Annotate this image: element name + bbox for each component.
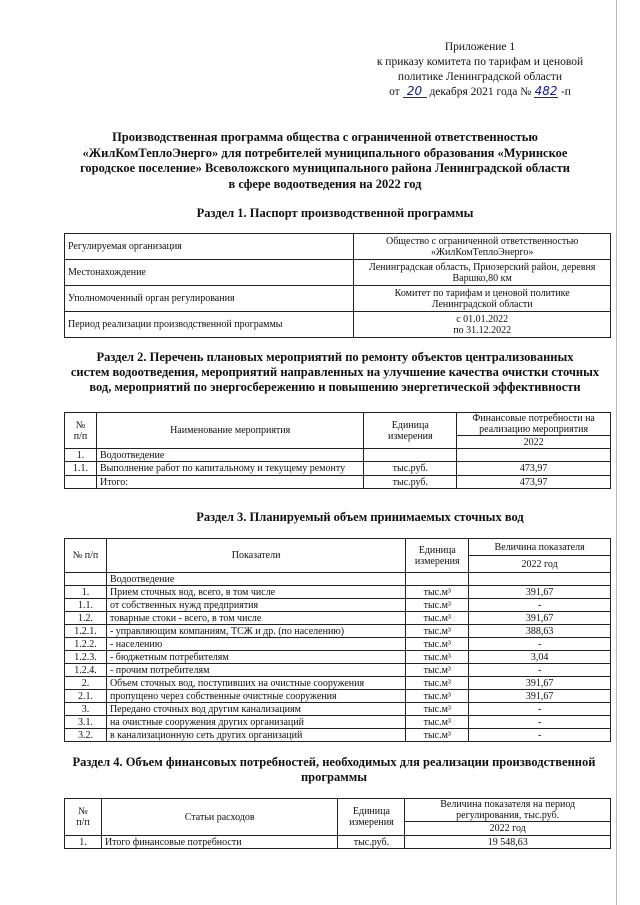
table-row xyxy=(65,664,611,677)
cell-name: - управляющим компаниям, ТСЖ и др. (по населению) xyxy=(106,625,405,638)
appendix-date-line xyxy=(360,85,600,100)
cell-value: 388,63 xyxy=(469,625,611,638)
cell-name: - прочим потребителям xyxy=(106,664,405,677)
cell-unit: тыс.м³ xyxy=(406,703,469,716)
cell-no xyxy=(65,573,107,586)
cell-name: Прием сточных вод, всего, в том числе xyxy=(106,586,405,599)
cell-name: Итого: xyxy=(96,476,363,489)
col-no: № п/п xyxy=(65,539,107,573)
cell-unit: тыс.м³ xyxy=(406,690,469,703)
date-suffix: -п xyxy=(560,86,571,98)
cell-unit: тыс.м³ xyxy=(406,677,469,690)
cell-value: - xyxy=(469,664,611,677)
section2-heading: Раздел 2. Перечень плановых мероприятий по ремонту объектов централизованных систем водоотведения, мероприятий направленных на улучшение качества очистки сточных вод, мероприятий по энергосбережению и повышению энергетической эффективности xyxy=(70,350,600,394)
table-row xyxy=(65,638,611,651)
col-unit: Единица измерения xyxy=(338,799,405,836)
passport-label: Регулируемая организация xyxy=(65,234,354,260)
col-no: № п/п xyxy=(65,413,97,449)
cell-name: от собственных нужд предприятия xyxy=(106,599,405,612)
cell-no: 1.1. xyxy=(65,599,107,612)
cell-unit: тыс.руб. xyxy=(364,462,457,476)
cell-no: 1.2. xyxy=(65,612,107,625)
cell-unit: тыс.м³ xyxy=(406,638,469,651)
cell-value xyxy=(469,573,611,586)
cell-no: 1.1. xyxy=(65,462,97,476)
cell-value: 3,04 xyxy=(469,651,611,664)
cell-value: 391,67 xyxy=(469,690,611,703)
table-row xyxy=(65,586,611,599)
handwritten-number: 482 xyxy=(534,84,558,98)
document-title xyxy=(70,130,580,192)
cell-no: 3.2. xyxy=(65,729,107,742)
cell-value: 391,67 xyxy=(469,586,611,599)
cell-unit: тыс.м³ xyxy=(406,586,469,599)
col-year: 2022 год xyxy=(469,556,611,573)
table-row xyxy=(65,703,611,716)
cell-no: 1.2.3. xyxy=(65,651,107,664)
wastewater-rows xyxy=(65,573,611,742)
cell-no: 1. xyxy=(65,586,107,599)
cell-name: - населению xyxy=(106,638,405,651)
title-line2: «ЖилКомТеплоЭнерго» для потребителей муниципального образования «Муринское xyxy=(82,145,568,160)
title-line4: в сфере водоотведения на 2022 год xyxy=(228,176,422,191)
date-prefix: от xyxy=(389,86,400,98)
table-row xyxy=(65,234,611,260)
wastewater-table xyxy=(64,538,611,742)
cell-unit: тыс.руб. xyxy=(338,836,405,849)
table-header-row xyxy=(65,799,611,822)
cell-name: Водоотведение xyxy=(106,573,405,586)
table-row xyxy=(65,612,611,625)
cell-name: на очистные сооружения других организаций xyxy=(106,716,405,729)
cell-value: 473,97 xyxy=(457,476,611,489)
cell-no: 1.2.2. xyxy=(65,638,107,651)
table-row xyxy=(65,462,611,476)
cell-no: 3. xyxy=(65,703,107,716)
col-year: 2022 год xyxy=(405,822,611,836)
cell-unit: тыс.м³ xyxy=(406,664,469,677)
col-unit: Единица измерения xyxy=(406,539,469,573)
appendix-line3: политике Ленинградской области xyxy=(397,71,563,83)
cell-name: пропущено через собственные очистные сооружения xyxy=(106,690,405,703)
table-row xyxy=(65,449,611,462)
table-row xyxy=(65,260,611,286)
table-row xyxy=(65,716,611,729)
col-unit: Единица измерения xyxy=(364,413,457,449)
cell-unit: тыс.м³ xyxy=(406,651,469,664)
cell-unit: тыс.м³ xyxy=(406,716,469,729)
cell-no xyxy=(65,476,97,489)
col-name: Наименование мероприятия xyxy=(96,413,363,449)
table-row xyxy=(65,286,611,312)
cell-name: Объем сточных вод, поступивших на очистные сооружения xyxy=(106,677,405,690)
section1-heading: Раздел 1. Паспорт производственной программы xyxy=(196,206,474,220)
table-row xyxy=(65,312,611,338)
cell-value: 19 548,63 xyxy=(405,836,611,849)
cell-value: - xyxy=(469,703,611,716)
col-name: Показатели xyxy=(106,539,405,573)
title-line1: Производственная программа общества с ограниченной ответственностью xyxy=(112,130,538,144)
cell-no: 3.1. xyxy=(65,716,107,729)
cell-value: 473,97 xyxy=(457,462,611,476)
col-year: 2022 xyxy=(457,436,611,449)
table-row xyxy=(65,729,611,742)
appendix-line2: к приказу комитета по тарифам и ценовой xyxy=(376,56,584,68)
table-header-row xyxy=(65,413,611,436)
cell-value: - xyxy=(469,638,611,651)
cell-value: - xyxy=(469,716,611,729)
cell-unit: тыс.руб. xyxy=(364,476,457,489)
table-row xyxy=(65,677,611,690)
table-row xyxy=(65,625,611,638)
passport-value: Общество с ограниченной ответственностью «ЖилКомТеплоЭнерго» xyxy=(354,234,611,260)
passport-label: Уполномоченный орган регулирования xyxy=(65,286,354,312)
cell-value: - xyxy=(469,729,611,742)
cell-no: 1.2.4. xyxy=(65,664,107,677)
cell-no: 1.2.1. xyxy=(65,625,107,638)
col-financial: Финансовые потребности на реализацию мероприятия xyxy=(457,413,611,436)
cell-value xyxy=(457,449,611,462)
passport-value: с 01.01.2022 по 31.12.2022 xyxy=(354,312,611,338)
section3-heading: Раздел 3. Планируемый объем принимаемых сточных вод xyxy=(196,510,524,524)
financial-table xyxy=(64,798,611,849)
cell-name: Передано сточных вод другим канализациям xyxy=(106,703,405,716)
col-no: № п/п xyxy=(65,799,102,836)
cell-no: 1. xyxy=(65,449,97,462)
col-value: Величина показателя xyxy=(469,539,611,556)
passport-value: Комитет по тарифам и ценовой политике Ленинградской области xyxy=(354,286,611,312)
table-row xyxy=(65,690,611,703)
handwritten-day: 20 xyxy=(403,85,427,98)
measures-table xyxy=(64,412,611,489)
table-row xyxy=(65,573,611,586)
passport-label: Период реализации производственной программы xyxy=(65,312,354,338)
cell-name: товарные стоки - всего, в том числе xyxy=(106,612,405,625)
cell-unit: тыс.м³ xyxy=(406,729,469,742)
passport-value: Ленинградская область, Приозерский район, деревня Варшко,80 км xyxy=(354,260,611,286)
cell-unit: тыс.м³ xyxy=(406,599,469,612)
cell-value: - xyxy=(469,599,611,612)
table-row xyxy=(65,599,611,612)
cell-value: 391,67 xyxy=(469,612,611,625)
cell-no: 1. xyxy=(65,836,102,849)
col-value: Величина показателя на период регулирования, тыс.руб. xyxy=(405,799,611,822)
col-name: Статьи расходов xyxy=(101,799,337,836)
table-row xyxy=(65,476,611,489)
cell-name: - бюджетным потребителям xyxy=(106,651,405,664)
cell-name: в канализационную сеть других организаций xyxy=(106,729,405,742)
cell-value: 391,67 xyxy=(469,677,611,690)
table-row xyxy=(65,836,611,849)
passport-label: Местонахождение xyxy=(65,260,354,286)
table-row xyxy=(65,651,611,664)
cell-unit xyxy=(364,449,457,462)
cell-name: Выполнение работ по капитальному и текущему ремонту xyxy=(96,462,363,476)
appendix-header xyxy=(360,40,600,100)
cell-unit: тыс.м³ xyxy=(406,612,469,625)
cell-no: 2. xyxy=(65,677,107,690)
passport-table xyxy=(64,233,611,338)
table-header-row xyxy=(65,539,611,556)
cell-name: Водоотведение xyxy=(96,449,363,462)
cell-name: Итого финансовые потребности xyxy=(101,836,337,849)
title-line3: городское поселение» Всеволожского муниципального района Ленинградской области xyxy=(80,161,570,175)
cell-unit xyxy=(406,573,469,586)
date-mid: декабря 2021 года № xyxy=(429,86,532,98)
section4-heading: Раздел 4. Объем финансовых потребностей, необходимых для реализации производственной программы xyxy=(72,755,596,784)
cell-no: 2.1. xyxy=(65,690,107,703)
cell-unit: тыс.м³ xyxy=(406,625,469,638)
appendix-line1: Приложение 1 xyxy=(444,41,516,53)
